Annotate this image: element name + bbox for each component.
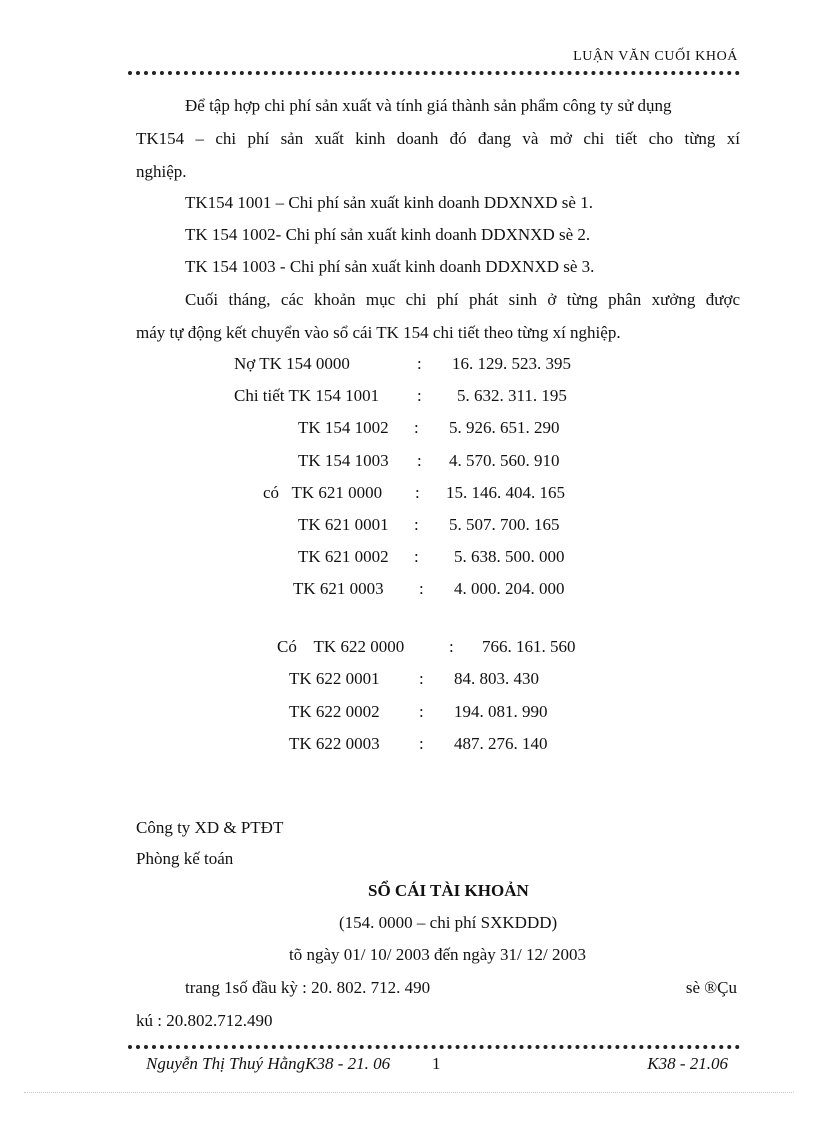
entry-value: 5. 632. 311. 195: [457, 386, 567, 405]
entry-label: TK 154 1002: [298, 418, 389, 437]
entry-label: có TK 621 0000: [263, 483, 383, 502]
account-detail-line-3: TK 154 1003 - Chi phí sản xuất kinh doanh DDXNXD sè 3.: [185, 257, 595, 276]
company-name: Công ty XD & PTĐT: [136, 818, 284, 837]
entry-value: 5. 507. 700. 165: [449, 515, 560, 534]
entry-separator: :: [414, 547, 419, 566]
footer-class-code: K38 - 21.06: [647, 1054, 728, 1073]
opening-balance: trang 1số đầu kỳ : 20. 802. 712. 490: [185, 978, 431, 997]
entry-value: 5. 638. 500. 000: [454, 547, 565, 566]
entry-label: TK 622 0001: [289, 669, 380, 688]
entry-separator: :: [417, 451, 422, 470]
paragraph-1-line-1: Để tập hợp chi phí sản xuất và tính giá thành sản phẩm công ty sử dụng: [185, 96, 672, 115]
account-detail-line-2: TK 154 1002- Chi phí sản xuất kinh doanh DDXNXD sè 2.: [185, 225, 591, 244]
entry-label: TK 622 0003: [289, 734, 380, 753]
entry-separator: :: [419, 734, 424, 753]
entry-separator: :: [419, 702, 424, 721]
entry-value: 487. 276. 140: [454, 734, 548, 753]
entry-separator: :: [414, 515, 419, 534]
entry-label: Có TK 622 0000: [277, 637, 405, 656]
entry-value: 766. 161. 560: [482, 637, 576, 656]
entry-separator: :: [417, 354, 422, 373]
opening-balance-right: sè ®Çu: [685, 978, 737, 997]
running-header-title: LUẬN VĂN CUỐI KHOÁ: [573, 49, 738, 64]
footer-author: Nguyễn Thị Thuý HằngK38 - 21. 06: [146, 1054, 391, 1073]
account-detail-line-1: TK154 1001 – Chi phí sản xuất kinh doanh DDXNXD sè 1.: [185, 193, 593, 212]
entry-value: 84. 803. 430: [454, 669, 539, 688]
department-name: Phòng kế toán: [136, 849, 234, 868]
entry-value: 16. 129. 523. 395: [452, 354, 571, 373]
page-number: 1: [432, 1054, 441, 1073]
entry-label: TK 621 0003: [293, 579, 384, 598]
entry-value: 4. 000. 204. 000: [454, 579, 565, 598]
paragraph-1-line-3: nghiệp.: [136, 162, 187, 181]
paragraph-2-line-1: Cuối tháng, các khoản mục chi phí phát sinh ở từng phân xưởng được: [185, 290, 740, 309]
entry-value: 15. 146. 404. 165: [446, 483, 565, 502]
entry-value: 5. 926. 651. 290: [449, 418, 560, 437]
page-bottom-border: [24, 1092, 794, 1093]
entry-label: TK 622 0002: [289, 702, 380, 721]
entry-label: TK 621 0002: [298, 547, 389, 566]
entry-separator: :: [415, 483, 420, 502]
opening-balance-continued: kú : 20.802.712.490: [136, 1011, 273, 1030]
entry-separator: :: [414, 418, 419, 437]
entry-label: TK 621 0001: [298, 515, 389, 534]
entry-label: TK 154 1003: [298, 451, 389, 470]
entry-value: 4. 570. 560. 910: [449, 451, 560, 470]
paragraph-1-line-2: TK154 – chi phí sản xuất kinh doanh đó đang và mở chi tiết cho từng xí: [136, 129, 740, 148]
entry-separator: :: [419, 669, 424, 688]
footer-dotted-rule: [128, 1045, 740, 1049]
paragraph-2-line-2: máy tự động kết chuyển vào sổ cái TK 154 chi tiết theo từng xí nghiệp.: [136, 323, 621, 342]
ledger-period: tõ ngày 01/ 10/ 2003 đến ngày 31/ 12/ 2003: [289, 945, 587, 964]
ledger-subtitle: (154. 0000 – chi phí SXKDDD): [339, 913, 558, 932]
entry-label: Chi tiết TK 154 1001: [234, 386, 380, 405]
entry-separator: :: [449, 637, 454, 656]
entry-separator: :: [417, 386, 422, 405]
entry-value: 194. 081. 990: [454, 702, 548, 721]
entry-label: Nợ TK 154 0000: [234, 354, 350, 373]
ledger-title: SỔ CÁI TÀI KHOẢN: [368, 881, 529, 900]
header-dotted-rule: [128, 71, 740, 75]
entry-separator: :: [419, 579, 424, 598]
